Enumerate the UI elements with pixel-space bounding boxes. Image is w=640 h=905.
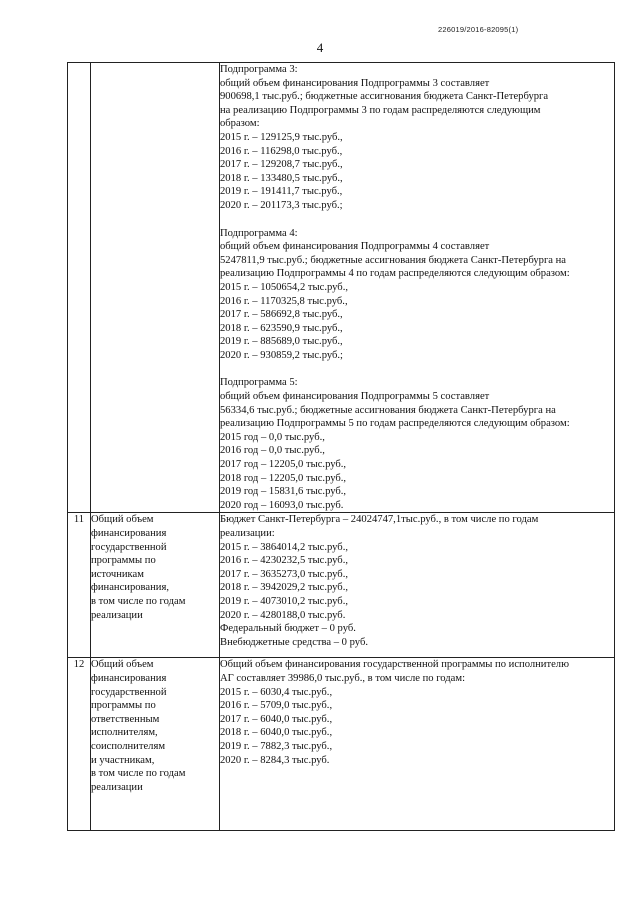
subprogram-5-title: Подпрограмма 5: <box>220 377 298 389</box>
label-line: финансирования, <box>91 582 169 594</box>
year-line: 2020 год – 16093,0 тыс.руб. <box>220 499 344 511</box>
label-line: в том числе по годам <box>91 595 186 607</box>
year-line: 2019 г. – 885689,0 тыс.руб., <box>220 336 343 348</box>
table-row-12 <box>68 658 615 831</box>
label-line: государственной <box>91 541 167 553</box>
year-line: 2017 год – 12205,0 тыс.руб., <box>220 459 347 471</box>
subprograms-cell <box>220 63 615 513</box>
subprogram-5-block <box>220 376 614 512</box>
year-line: 2018 г. – 6040,0 тыс.руб., <box>220 727 333 739</box>
table-row-continuation <box>68 63 615 513</box>
sources-cell <box>220 513 615 658</box>
label-line: реализации <box>91 609 143 621</box>
text-line: 900698,1 тыс.руб.; бюджетные ассигнования бюджета Санкт-Петербурга <box>220 91 549 103</box>
passport-table <box>67 62 615 831</box>
year-line: 2016 г. – 5709,0 тыс.руб., <box>220 700 333 712</box>
subprogram-4-block <box>220 227 614 363</box>
label-line: финансирования <box>91 528 167 539</box>
label-line: соисполнителям <box>91 740 166 752</box>
row-number-cell: 12 <box>68 658 91 831</box>
year-line: 2019 г. – 191411,7 тыс.руб., <box>220 186 343 198</box>
year-line: 2018 г. – 3942029,2 тыс.руб., <box>220 582 348 594</box>
row-number-cell: 11 <box>68 513 91 658</box>
text-line: образом: <box>220 118 260 130</box>
subprogram-3-block <box>220 63 614 213</box>
year-line: 2015 г. – 3864014,2 тыс.руб., <box>220 541 348 553</box>
text-line: Общий объем финансирования государственной программы по исполнителю <box>220 659 570 671</box>
year-line: 2018 г. – 623590,9 тыс.руб., <box>220 322 343 334</box>
year-line: 2020 г. – 4280188,0 тыс.руб. <box>220 609 346 621</box>
year-line: 2017 г. – 3635273,0 тыс.руб., <box>220 568 348 580</box>
label-line: ответственным <box>91 713 160 725</box>
text-line: АГ составляет 39986,0 тыс.руб., в том числе по годам: <box>220 673 466 684</box>
label-line: программы по <box>91 700 156 712</box>
year-line: 2019 г. – 4073010,2 тыс.руб., <box>220 595 348 607</box>
text-line: на реализацию Подпрограммы 3 по годам распределяются следующим <box>220 104 541 116</box>
subprogram-3-title: Подпрограмма 3: <box>220 64 298 75</box>
year-line: 2019 год – 15831,6 тыс.руб., <box>220 486 347 498</box>
label-line: финансирования <box>91 673 167 684</box>
text-line: реализации: <box>220 528 275 539</box>
year-line: 2020 г. – 201173,3 тыс.руб.; <box>220 199 343 211</box>
year-line: 2016 г. – 116298,0 тыс.руб., <box>220 145 343 157</box>
year-line: 2020 г. – 930859,2 тыс.руб.; <box>220 349 343 361</box>
text-line: общий объем финансирования Подпрограммы 4 составляет <box>220 241 490 253</box>
label-line: государственной <box>91 686 167 698</box>
document-id: 226019/2016-82095(1) <box>438 25 519 34</box>
year-line: 2017 г. – 586692,8 тыс.руб., <box>220 309 343 321</box>
year-line: 2017 г. – 129208,7 тыс.руб., <box>220 159 343 171</box>
row-label-cell <box>91 63 220 513</box>
label-line: источникам <box>91 568 144 580</box>
label-line: в том числе по годам <box>91 768 186 780</box>
text-line: 56334,6 тыс.руб.; бюджетные ассигнования бюджета Санкт-Петербурга на <box>220 404 556 416</box>
label-line: и участникам, <box>91 754 155 766</box>
year-line: 2016 г. – 1170325,8 тыс.руб., <box>220 295 348 307</box>
text-line: общий объем финансирования Подпрограммы 3 составляет <box>220 77 490 89</box>
label-line: Общий объем <box>91 514 154 526</box>
text-line: Бюджет Санкт-Петербурга – 24024747,1тыс.руб., в том числе по годам <box>220 514 539 526</box>
year-line: 2016 г. – 4230232,5 тыс.руб., <box>220 555 348 567</box>
label-line: реализации <box>91 781 143 793</box>
executors-cell <box>220 658 615 831</box>
year-line: 2018 г. – 133480,5 тыс.руб., <box>220 172 343 184</box>
text-line: 5247811,9 тыс.руб.; бюджетные ассигнования бюджета Санкт-Петербурга на <box>220 254 567 266</box>
table-row-11 <box>68 513 615 658</box>
year-line: 2015 г. – 129125,9 тыс.руб., <box>220 131 343 143</box>
year-line: 2015 г. – 1050654,2 тыс.руб., <box>220 281 348 293</box>
text-line: общий объем финансирования Подпрограммы 5 составляет <box>220 391 490 403</box>
label-line: исполнителям, <box>91 727 158 739</box>
spacer <box>220 362 614 376</box>
row-label-cell <box>91 658 220 831</box>
subprogram-4-title: Подпрограмма 4: <box>220 227 298 239</box>
label-line: Общий объем <box>91 659 154 671</box>
row-number-cell <box>68 63 91 513</box>
federal-budget-line: Федеральный бюджет – 0 руб. <box>220 623 356 635</box>
page-number: 4 <box>316 40 324 55</box>
year-line: 2018 год – 12205,0 тыс.руб., <box>220 472 347 484</box>
text-line: реализацию Подпрограммы 4 по годам распределяются следующим образом: <box>220 268 570 280</box>
year-line: 2020 г. – 8284,3 тыс.руб. <box>220 754 330 766</box>
year-line: 2017 г. – 6040,0 тыс.руб., <box>220 713 333 725</box>
year-line: 2019 г. – 7882,3 тыс.руб., <box>220 740 333 752</box>
spacer <box>220 213 614 227</box>
year-line: 2015 год – 0,0 тыс.руб., <box>220 431 325 443</box>
year-line: 2015 г. – 6030,4 тыс.руб., <box>220 686 333 698</box>
row-label-cell <box>91 513 220 658</box>
text-line: реализацию Подпрограммы 5 по годам распределяются следующим образом: <box>220 418 570 430</box>
label-line: программы по <box>91 555 156 567</box>
extrabudgetary-line: Внебюджетные средства – 0 руб. <box>220 636 368 648</box>
year-line: 2016 год – 0,0 тыс.руб., <box>220 445 325 457</box>
